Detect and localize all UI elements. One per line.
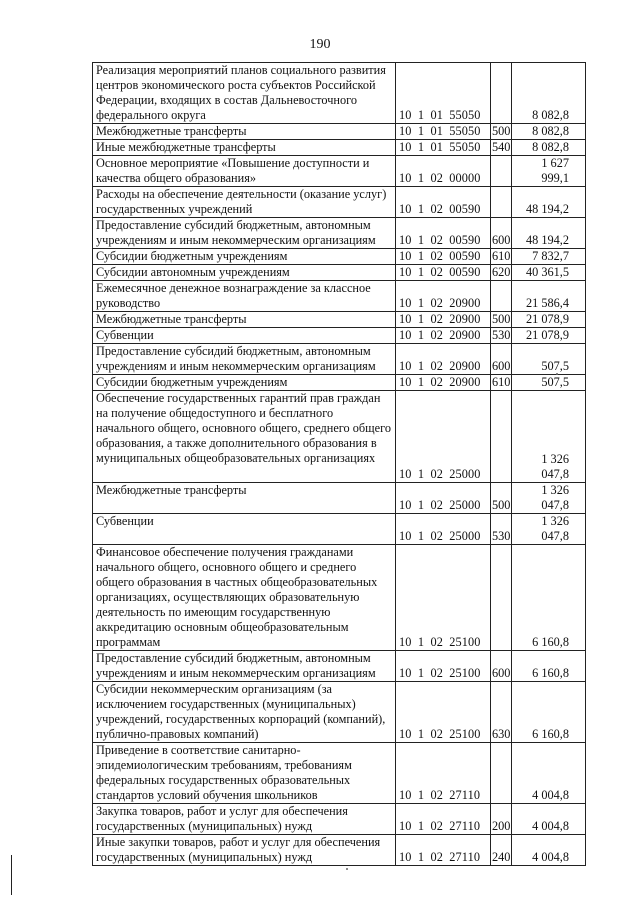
expense-type-code — [491, 545, 512, 651]
expense-name: Субвенции — [93, 514, 396, 545]
amount: 40 361,5 — [512, 265, 586, 281]
expense-name: Предоставление субсидий бюджетным, автономным учреждениям и иным некоммерческим организациям — [93, 651, 396, 682]
amount: 8 082,8 — [512, 63, 586, 124]
amount: 48 194,2 — [512, 187, 586, 218]
expense-type-code — [491, 391, 512, 483]
expense-name: Обеспечение государственных гарантий прав граждан на получение общедоступного и бесплатного начального общего, основного общего, среднего общего образования, а также дополнительного образования в муниципальных общеобразовательных организациях — [93, 391, 396, 483]
expense-type-code: 610 — [492, 249, 511, 263]
page-number: 190 — [309, 37, 331, 52]
budget-code: 10 1 02 00590 — [396, 249, 491, 265]
expense-name: Основное мероприятие «Повышение доступности и качества общего образования» — [93, 156, 396, 187]
amount: 8 082,8 — [512, 124, 586, 140]
budget-code: 10 1 02 00590 — [396, 187, 491, 218]
amount: 1 326 047,8 — [512, 514, 586, 545]
table-row — [93, 545, 586, 651]
budget-code: 10 1 02 25100 — [396, 651, 491, 682]
expense-name: Закупка товаров, работ и услуг для обеспечения государственных (муниципальных) нужд — [93, 804, 396, 835]
expense-type-code — [491, 281, 512, 312]
expense-type-code: 500 — [492, 124, 511, 138]
table-row — [93, 682, 586, 743]
table-row — [93, 249, 586, 265]
table-row — [93, 281, 586, 312]
amount: 1 326 047,8 — [512, 391, 586, 483]
expense-name: Ежемесячное денежное вознаграждение за классное руководство — [93, 281, 396, 312]
expense-type-code — [491, 187, 512, 218]
budget-code: 10 1 02 20900 — [396, 281, 491, 312]
expense-type-code — [491, 63, 512, 124]
amount: 6 160,8 — [512, 545, 586, 651]
table-row — [93, 265, 586, 281]
amount: 6 160,8 — [512, 651, 586, 682]
amount: 48 194,2 — [512, 218, 586, 249]
expense-type-code: 530 — [491, 514, 512, 545]
expense-name: Межбюджетные трансферты — [93, 312, 396, 328]
budget-code: 10 1 02 25000 — [396, 514, 491, 545]
table-row — [93, 328, 586, 344]
expense-type-code: 600 — [491, 651, 512, 682]
table-row — [93, 140, 586, 156]
budget-code: 10 1 02 00000 — [396, 156, 491, 187]
amount: 21 586,4 — [512, 281, 586, 312]
amount: 21 078,9 — [512, 328, 586, 344]
expense-name: Реализация мероприятий планов социального развития центров экономического роста субъектов Российской Федерации, входящих в состав Дальневосточного федерального округа — [93, 63, 396, 124]
expense-type-code — [491, 743, 512, 804]
budget-code: 10 1 01 55050 — [396, 124, 491, 140]
table-row — [93, 312, 586, 328]
expense-type-code: 500 — [491, 483, 512, 514]
budget-code: 10 1 02 00590 — [396, 218, 491, 249]
table-row — [93, 743, 586, 804]
table-row — [93, 63, 586, 124]
amount: 7 832,7 — [512, 249, 586, 265]
budget-code: 10 1 01 55050 — [396, 140, 491, 156]
amount: 507,5 — [512, 344, 586, 375]
table-row — [93, 835, 586, 866]
table-row — [93, 514, 586, 545]
table-row — [93, 391, 586, 483]
scan-speck — [346, 868, 348, 870]
expense-name: Субсидии бюджетным учреждениям — [93, 249, 396, 265]
expense-name: Иные межбюджетные трансферты — [93, 140, 396, 156]
table-row — [93, 156, 586, 187]
expense-name: Субвенции — [93, 328, 396, 344]
expense-type-code — [491, 156, 512, 187]
amount: 4 004,8 — [512, 743, 586, 804]
budget-code: 10 1 02 25000 — [396, 483, 491, 514]
expense-type-code: 200 — [491, 804, 512, 835]
table-row — [93, 804, 586, 835]
expense-name: Межбюджетные трансферты — [93, 124, 396, 140]
expense-type-code: 600 — [491, 218, 512, 249]
budget-code: 10 1 02 25100 — [396, 545, 491, 651]
amount: 1 627 999,1 — [512, 156, 586, 187]
expense-name: Субсидии бюджетным учреждениям — [93, 375, 396, 391]
budget-code: 10 1 02 27110 — [396, 804, 491, 835]
margin-mark — [11, 855, 12, 895]
table-row — [93, 375, 586, 391]
budget-code: 10 1 02 20900 — [396, 328, 491, 344]
expense-name: Предоставление субсидий бюджетным, автономным учреждениям и иным некоммерческим организациям — [93, 344, 396, 375]
budget-code: 10 1 02 20900 — [396, 375, 491, 391]
amount: 8 082,8 — [512, 140, 586, 156]
budget-code: 10 1 02 27110 — [396, 743, 491, 804]
budget-code: 10 1 02 25100 — [396, 682, 491, 743]
expense-type-code: 630 — [491, 682, 512, 743]
expense-type-code: 530 — [492, 328, 511, 342]
expense-name: Предоставление субсидий бюджетным, автономным учреждениям и иным некоммерческим организациям — [93, 218, 396, 249]
expense-name: Межбюджетные трансферты — [93, 483, 396, 514]
expense-name: Расходы на обеспечение деятельности (оказание услуг) государственных учреждений — [93, 187, 396, 218]
amount: 1 326 047,8 — [512, 483, 586, 514]
table-row — [93, 344, 586, 375]
amount: 4 004,8 — [512, 835, 586, 866]
expense-type-code: 620 — [492, 265, 511, 279]
budget-code: 10 1 02 00590 — [396, 265, 491, 281]
expense-name: Субсидии автономным учреждениям — [93, 265, 396, 281]
amount: 4 004,8 — [512, 804, 586, 835]
expense-type-code: 540 — [492, 140, 511, 154]
expense-name: Финансовое обеспечение получения гражданами начального общего, основного общего и среднего общего образования в частных общеобразовательных организациях, осуществляющих образовательную деятельность по имеющим государственную аккредитацию основным общеобразовательным программам — [93, 545, 396, 651]
table-row — [93, 651, 586, 682]
scan-speck — [556, 373, 558, 375]
expense-type-code: 240 — [491, 835, 512, 866]
table-row — [93, 124, 586, 140]
expense-name: Субсидии некоммерческим организациям (за исключением государственных (муниципальных) учреждений, государственных корпораций (компаний), публично-правовых компаний) — [93, 682, 396, 743]
expense-type-code: 610 — [492, 375, 511, 389]
expense-name: Приведение в соответствие санитарно-эпидемиологическим требованиям, требованиям федеральных государственных образовательных стандартов условий обучения школьников — [93, 743, 396, 804]
budget-code: 10 1 02 27110 — [396, 835, 491, 866]
amount: 21 078,9 — [512, 312, 586, 328]
expense-type-code: 600 — [491, 344, 512, 375]
amount: 507,5 — [512, 375, 586, 391]
budget-table — [92, 62, 586, 866]
table-row — [93, 218, 586, 249]
budget-code: 10 1 02 25000 — [396, 391, 491, 483]
expense-name: Иные закупки товаров, работ и услуг для обеспечения государственных (муниципальных) нужд — [93, 835, 396, 866]
amount: 6 160,8 — [512, 682, 586, 743]
budget-code: 10 1 02 20900 — [396, 344, 491, 375]
table-row — [93, 187, 586, 218]
budget-code: 10 1 01 55050 — [396, 63, 491, 124]
table-row — [93, 483, 586, 514]
budget-code: 10 1 02 20900 — [396, 312, 491, 328]
expense-type-code: 500 — [492, 312, 511, 326]
